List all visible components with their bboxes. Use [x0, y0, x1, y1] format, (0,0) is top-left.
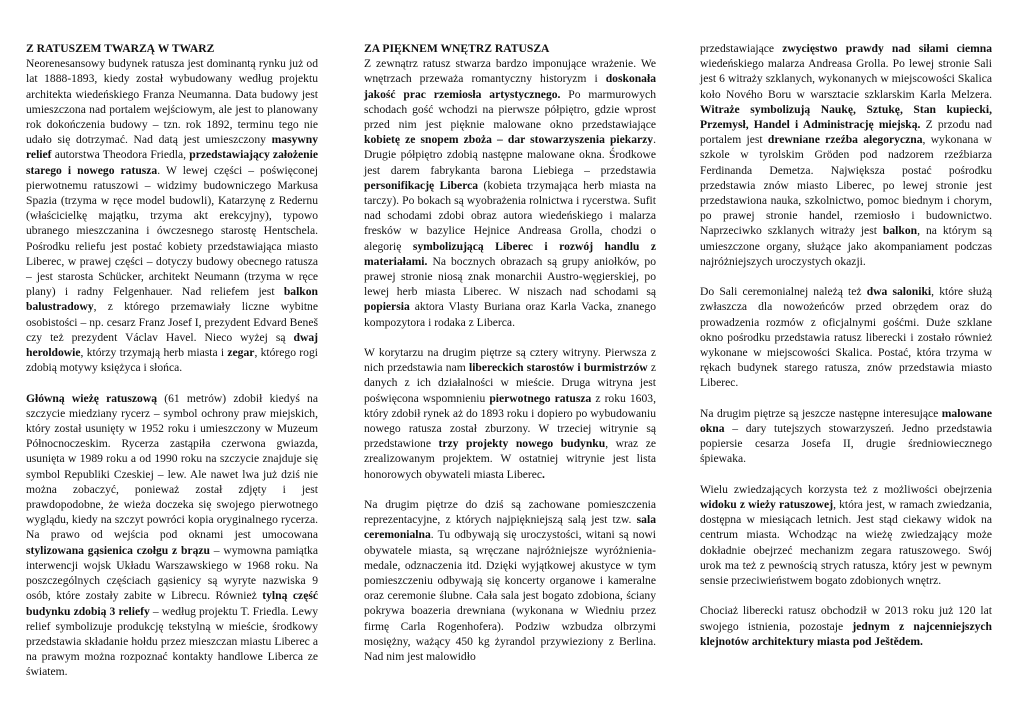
bold-text: malowane okna — [700, 406, 992, 436]
text-run: Wielu zwiedzających korzysta też z możliwości obejrzenia — [700, 482, 992, 496]
bold-text: symbolizującą Liberec i rozwój handlu z materiałami. — [364, 239, 656, 268]
text-run: , które służą zwłaszcza dla nowożeńców przed obrzędem oraz do prowadzenia rozmów z oficjalnymi gośćmi. Duże szklane okno pośrodku przedstawia ratusz liberecki i zostało również wykonane w miejscowości Skalica. Postać, która trzyma w rękach budynek starego ratusza, znów przedstawia miasto Liberec. — [700, 285, 992, 390]
text-run: przedstawiające — [700, 42, 783, 55]
text-run: z danych z ich działalności w mieście. Druga witryna jest poświęcona wspomnieniu — [364, 361, 656, 405]
column-body — [364, 56, 656, 664]
text-run: aktora Vlasty Buriana oraz Karla Vacka, znanego kompozytora i rodaka z Liberca. — [364, 300, 656, 329]
bold-text: balkon — [882, 224, 918, 238]
text-run: , na którym są umieszczone organy, służące jako akompaniament podczas najróżniejszych uroczystych okazji. — [700, 224, 992, 268]
paragraph — [364, 56, 656, 330]
paragraph — [700, 284, 992, 390]
column-2 — [364, 41, 656, 664]
bold-text: jednym z najcenniejszych klejnotów architektury miasta pod Ještědem. — [700, 619, 992, 648]
bold-text: zegar — [227, 346, 255, 360]
text-run: z roku 1603, który zdobił rynek aż do 1893 roku i dopiero po wybudowaniu nowego ratusza został zburzony. W trzeciej witrynie są przedstawione — [364, 391, 656, 451]
text-run: autorstwa Theodora Friedla, — [51, 148, 190, 162]
text-run: , która jest, w ramach zwiedzania, dostępna w miesiącach letnich. Jest stąd ciekawy widok na centrum miasta. Wchodząc na wieżę zwiedzający może dokładnie obejrzeć mechanizm zegara ratuszowego. Swój urok ma też z pewnością strych ratusza, który jest w pewnym sensie przeciwieństwem bogato zdobionych wnętrz. — [700, 498, 993, 588]
bold-text: libereckich starostów i burmistrzów — [468, 361, 648, 375]
text-run: wiedeńskiego malarza Andreasa Grolla. Po lewej stronie Sali jest 6 witraży szklanych, wykonanych w miejscowości Skalica koło Nového Boru w warsztacie szklarskim Karla Melzera. — [700, 57, 992, 101]
column-3 — [700, 41, 992, 649]
paragraph — [26, 56, 318, 375]
bold-text: dwa saloniki — [866, 285, 932, 299]
bold-text: dwaj heroldowie — [26, 330, 318, 360]
paragraph — [700, 603, 992, 649]
text-run: Z przodu nad portalem jest — [700, 118, 992, 147]
paragraph — [700, 406, 992, 467]
section-heading: ZA PIĘKNEM WNĘTRZ RATUSZA — [364, 42, 550, 55]
bold-text: przedstawiający założenie starego i nowego ratusza — [26, 148, 318, 177]
paragraph — [700, 41, 992, 269]
paragraph — [700, 482, 992, 588]
bold-text: drewniane rzeźba alegoryczna — [767, 133, 923, 147]
bold-text: balkon balustradowy — [26, 285, 318, 314]
bold-text: stylizowana gąsienica czołgu z brązu — [26, 543, 210, 557]
bold-text: widoku z wieży ratuszowej — [700, 498, 834, 512]
text-run: Chociaż liberecki ratusz obchodził w 2013 roku już 120 lat swojego istnienia, pozostaje — [700, 604, 992, 633]
paragraph — [364, 497, 656, 664]
bold-text: masywny relief — [26, 133, 318, 162]
text-run: Na drugim piętrze do dziś są zachowane pomieszczenia reprezentacyjne, z których najpiękniejszą salą jest tzw. — [364, 498, 656, 527]
text-run: . Tu odbywają się uroczystości, witani są nowi obywatele miasta, są wręczane najróżniejsze wyróżnienia-medale, odznaczenia itd. Dzięki wyjątkowej akustyce w tym pomieszczeniu odbywają się koncerty organowe i kameralne oraz ceremonie ślubne. Cała sala jest bogato zdobiona, ściany pokrywa boazeria drewniana (wykonana w Wiedniu przez firmę Carla Rogenhofera). Podziw wzbudza olbrzymi mosiężny, ważący 450 kg żyrandol przywieziony z Berlina. Nad nim jest malowidło — [364, 528, 656, 664]
text-run: , którzy trzymają herb miasta i — [80, 346, 228, 360]
text-run: (kobieta trzymająca herb miasta na tarczy). Po bokach są wyobrażenia rolnictwa i rycerstwa. Sufit nad schodami zdobi obraz autora wiedeńskiego i malarza fresków w bazylice Hejnice Andreasa Grolla, chodzi o alegorię — [364, 178, 656, 253]
bold-text: sala ceremonialna — [364, 513, 656, 542]
text-run: , z którego przemawiały liczne wybitne osobistości – np. cesarz Franz Josef I, prezydent Edvard Beneš czy też prezydent Václav Havel. Nieco wyżej są — [26, 300, 318, 344]
column-1 — [26, 41, 318, 680]
text-run: . W lewej części – poświęconej pierwotnemu ratuszowi – widzimy budowniczego Markusa Spazia (trzyma w ręce model budowli), Katarzynę z Redernu (właścicielkę majątku, trzyma akt erekcyjny), typowo ubranego mieszczanina i ówczesnego starostę Hentschela. Pośrodku reliefu jest postać kobiety przedstawiająca miasto Liberec, w prawej części – dotyczy budowy obecnego ratusza – jest starosta Schücker, architekt Neumann (trzyma w ręce plany) i radny Felgenhauer. Nad reliefem jest — [26, 163, 318, 299]
text-run: – według projektu T. Friedla. Lewy relief symbolizuje produkcję tekstylną w mieście, środkowy przedstawia składanie hołdu przez mieszczan miastu Liberec a na prawym można rozpoznać kontakty handlowe Liberca ze światem. — [26, 604, 318, 679]
bold-text: personifikację Liberca — [364, 178, 479, 192]
paragraph — [364, 345, 656, 482]
text-run: Na bocznych obrazach są grupy aniołków, po prawej stronie niosą znak monarchii Austro-węgierskiej, po lewej herb miasta Liberec. W niszach nad schodami są — [364, 254, 656, 299]
paragraph — [26, 391, 318, 680]
text-run: Z zewnątrz ratusz stwarza bardzo imponujące wrażenie. We wnętrzach przeważa romantyczny historyzm i — [364, 57, 656, 86]
text-run: , którego rogi zdobią motywy księżyca i słońca. — [26, 346, 318, 375]
text-run: (61 metrów) zdobił kiedyś na szczycie miedziany rycerz – symbol ochrony praw miejskich, który został usunięty w 1952 roku i umieszczony w Muzeum Północnoczeskim. Rycerza zastąpiła czerwona gwiazda, usunięta w 1989 roku a od 1990 roku na szczycie znajduje się symbol Republiki Czeskiej – lew. Ale nawet lwa już dziś nie można zobaczyć, ponieważ został zdjęty i jest prawdopodobne, że wieża doczeka się swojego pierwotnego wyglądu, kiedy na szczyt powróci kopia oryginalnego rycerza. Na prawo od wejścia pod oknami jest umocowana — [26, 391, 318, 542]
bold-text: . — [542, 467, 545, 481]
text-run: , wykonana w szkole w tyrolskim Gröden pod nadzorem rzeźbiarza Ferdinanda Demetza. Największa postać pośrodku przedstawia znów miasto Liberec, po lewej stronie jest przedstawiona nauka, szkolnictwo, pomoc biednym i chorym, po prawej stronie handel, rzemiosło i budownictwo. Naprzeciwko szklanych witraży jest — [700, 133, 992, 238]
text-run: Po marmurowych schodach gość wchodzi na pierwsze półpiętro, gdzie wprost przed nim jest pięknie malowane okno przedstawiające — [364, 87, 656, 132]
column-body — [700, 41, 992, 649]
bold-text: tylną część budynku zdobią 3 reliefy — [26, 589, 318, 618]
bold-text: Witraże symbolizują Naukę, Sztukę, Stan kupiecki, Przemysł, Handel i Administrację miejską. — [700, 102, 992, 132]
bold-text: kobietę ze snopem zboża – dar stowarzyszenia piekarzy — [364, 133, 654, 147]
text-run: Do Sali ceremonialnej należą też — [700, 285, 867, 299]
text-run: , wraz ze zrealizowanym projektem. W ostatniej witrynie jest lista honorowych obywateli miasta Liberec — [364, 437, 656, 481]
text-run: – wymowna pamiątka interwencji wojsk Układu Warszawskiego w 1968 roku. Na poszczególnych częściach gąsienicy są wyryte nazwiska 9 osób, które zostały zabite w Librecu. Również — [26, 543, 318, 603]
bold-text: popiersia — [364, 300, 410, 314]
section-heading: Z RATUSZEM TWARZĄ W TWARZ — [26, 42, 215, 55]
text-run: – dary tutejszych stowarzyszeń. Jedno przedstawia popiersie cesarza Josefa II, drugie średniowiecznego śpiewaka. — [700, 422, 992, 466]
bold-text: Główną wieżę ratuszową — [26, 391, 157, 405]
text-run: Na drugim piętrze są jeszcze następne interesujące — [700, 406, 942, 420]
bold-text: pierwotnego ratusza — [489, 391, 592, 405]
bold-text: trzy projekty nowego budynku — [438, 437, 606, 451]
bold-text: zwycięstwo prawdy nad siłami ciemna — [782, 42, 993, 55]
bold-text: doskonała jakość prac rzemiosła artystycznego. — [364, 72, 656, 101]
text-run: . Drugie półpiętro zdobią następne malowane okna. Środkowe jest darem fabrykanta barona Liebiega – przedstawia — [364, 133, 656, 177]
text-run: Neorenesansowy budynek ratusza jest dominantą rynku już od lat 1888-1893, kiedy został wybudowany według projektu architekta wiedeńskiego Franza Neumanna. Data budowy jest umieszczona nad portalem wejściowym, ale jest to planowany rok dokończenia budowy – tzn. rok 1892, terminu tego nie udało się dotrzymać. Nad datą jest umieszczony — [26, 57, 318, 147]
text-run: W korytarzu na drugim piętrze są cztery witryny. Pierwsza z nich przedstawia nam — [364, 346, 656, 375]
column-body — [26, 56, 318, 679]
